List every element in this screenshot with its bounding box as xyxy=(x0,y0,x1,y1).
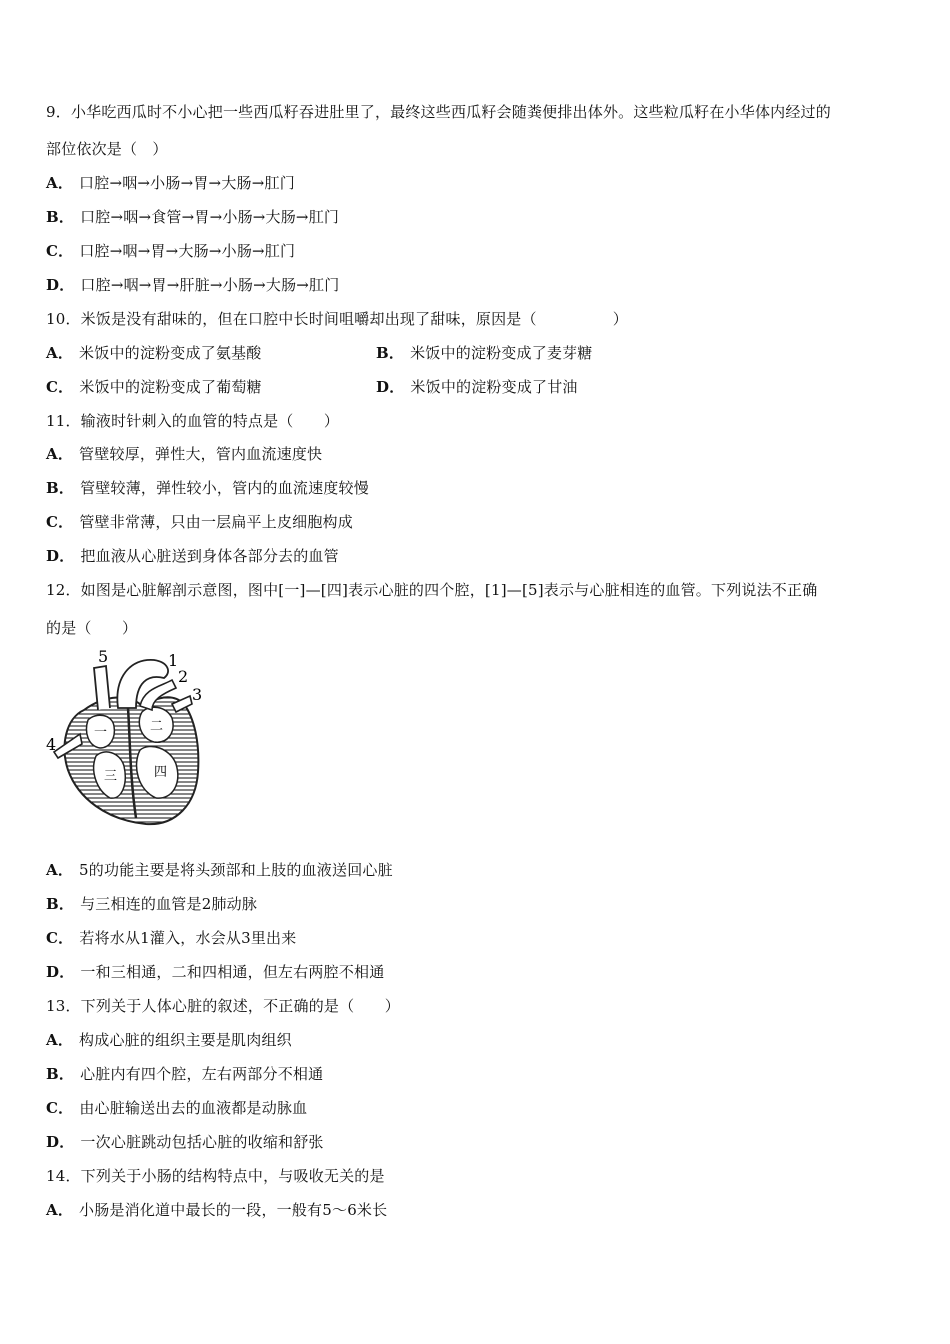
q10-option-a xyxy=(46,344,261,362)
option-label: B． xyxy=(376,344,405,362)
q13-option-a xyxy=(46,1030,292,1050)
option-text: 米饭中的淀粉变成了葡萄糖 xyxy=(79,378,262,396)
option-label: D． xyxy=(46,276,75,294)
q11-option-d xyxy=(46,546,339,566)
q11-option-b xyxy=(46,478,369,498)
q11-option-a xyxy=(46,444,322,464)
label-chamber-4: 四 xyxy=(154,765,168,780)
q14-option-a xyxy=(46,1200,387,1220)
label-3: 3 xyxy=(192,685,203,704)
q13-option-b xyxy=(46,1064,323,1084)
option-text: 口腔→咽→胃→大肠→小肠→肛门 xyxy=(79,242,296,260)
q10-options-row1 xyxy=(46,343,906,363)
q13-stem: 13．下列关于人体心脏的叙述，不正确的是（ ） xyxy=(46,997,400,1015)
option-label: B． xyxy=(46,208,75,226)
q9-option-b xyxy=(46,207,339,227)
label-chamber-2: 二 xyxy=(150,719,164,734)
option-label: D． xyxy=(376,378,405,396)
label-5: 5 xyxy=(98,648,109,666)
option-label: D． xyxy=(46,963,75,981)
option-text: 5的功能主要是将头颈部和上肢的血液送回心脏 xyxy=(79,861,393,879)
q12-option-b xyxy=(46,894,257,914)
option-label: B． xyxy=(46,479,75,497)
option-text: 若将水从1灌入，水会从3里出来 xyxy=(79,929,297,947)
q9-option-d xyxy=(46,275,339,295)
q9-option-c xyxy=(46,241,295,261)
option-label: C． xyxy=(46,242,74,260)
option-text: 构成心脏的组织主要是肌肉组织 xyxy=(79,1031,292,1049)
option-text: 口腔→咽→食管→胃→小肠→大肠→肛门 xyxy=(80,208,340,226)
option-label: C． xyxy=(46,513,74,531)
option-label: A． xyxy=(46,1201,74,1219)
q12-option-a xyxy=(46,860,393,880)
q12-option-d xyxy=(46,962,384,982)
q12-stem-line2: 的是（ ） xyxy=(46,619,138,637)
q13-option-d xyxy=(46,1132,324,1152)
option-label: A． xyxy=(46,174,74,192)
option-text: 米饭中的淀粉变成了氨基酸 xyxy=(79,344,262,362)
q12-option-c xyxy=(46,928,296,948)
q13-option-c xyxy=(46,1098,307,1118)
option-label: D． xyxy=(46,1133,75,1151)
option-text: 一和三相通，二和四相通，但左右两腔不相通 xyxy=(80,963,385,981)
q9-stem-line1: 9．小华吃西瓜时不小心把一些西瓜籽吞进肚里了，最终这些西瓜籽会随粪便排出体外。这些粒瓜籽在小华体内经过的 xyxy=(46,103,831,121)
option-text: 口腔→咽→小肠→胃→大肠→肛门 xyxy=(79,174,295,192)
option-text: 管壁较厚，弹性大，管内血流速度快 xyxy=(79,445,323,463)
label-chamber-3: 三 xyxy=(104,769,118,784)
option-text: 米饭中的淀粉变成了甘油 xyxy=(410,378,578,396)
q10-option-b xyxy=(376,343,593,363)
option-label: A． xyxy=(46,445,74,463)
q10-options-row2 xyxy=(46,377,906,397)
option-text: 由心脏输送出去的血液都是动脉血 xyxy=(79,1099,308,1117)
option-label: A． xyxy=(46,861,74,879)
q9-stem-line2: 部位依次是（ ） xyxy=(46,140,168,158)
option-text: 把血液从心脏送到身体各部分去的血管 xyxy=(80,547,339,565)
q12-stem-line1: 12．如图是心脏解剖示意图，图中[一]—[四]表示心脏的四个腔，[1]—[5]表示与心脏相连的血管。下列说法不正确 xyxy=(46,581,818,599)
option-label: A． xyxy=(46,1031,74,1049)
option-label: A． xyxy=(46,344,74,362)
q10-stem: 10．米饭是没有甜味的，但在口腔中长时间咀嚼却出现了甜味，原因是（ ） xyxy=(46,310,628,328)
q14-stem: 14．下列关于小肠的结构特点中，与吸收无关的是 xyxy=(46,1167,385,1185)
q11-option-c xyxy=(46,512,353,532)
option-label: C． xyxy=(46,1099,74,1117)
option-label: B． xyxy=(46,895,75,913)
option-label: D． xyxy=(46,547,75,565)
option-text: 心脏内有四个腔，左右两部分不相通 xyxy=(80,1065,324,1083)
label-2: 2 xyxy=(178,667,189,686)
option-text: 小肠是消化道中最长的一段，一般有5～6米长 xyxy=(79,1201,388,1219)
option-text: 管壁非常薄，只由一层扁平上皮细胞构成 xyxy=(79,513,353,531)
label-4: 4 xyxy=(46,735,57,754)
option-label: B． xyxy=(46,1065,75,1083)
q10-option-d xyxy=(376,377,578,397)
option-text: 口腔→咽→胃→肝脏→小肠→大肠→肛门 xyxy=(80,276,340,294)
q10-option-c xyxy=(46,378,262,396)
q9-option-a xyxy=(46,173,295,193)
label-1: 1 xyxy=(168,651,179,670)
label-chamber-1: 一 xyxy=(94,725,108,740)
option-text: 与三相连的血管是2肺动脉 xyxy=(80,895,258,913)
option-text: 管壁较薄，弹性较小，管内的血流速度较慢 xyxy=(80,479,369,497)
option-text: 米饭中的淀粉变成了麦芽糖 xyxy=(410,344,593,362)
q11-stem: 11．输液时针刺入的血管的特点是（ ） xyxy=(46,412,340,430)
option-label: C． xyxy=(46,378,74,396)
option-label: C． xyxy=(46,929,74,947)
option-text: 一次心脏跳动包括心脏的收缩和舒张 xyxy=(80,1133,324,1151)
heart-diagram xyxy=(44,648,210,828)
